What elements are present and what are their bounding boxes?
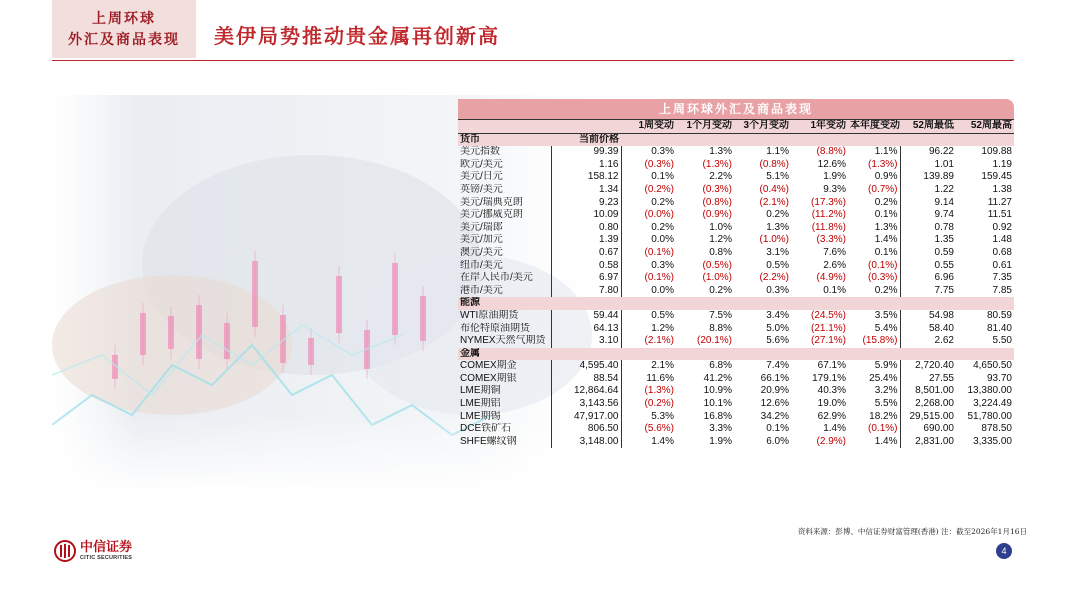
price-cell: 0.80 [551, 222, 621, 235]
instrument-name: LME期铝 [460, 398, 501, 410]
value-cell: 7.75 [900, 285, 956, 298]
price-cell: 1.34 [551, 184, 621, 197]
price-cell: 99.39 [551, 146, 621, 159]
table-row [458, 146, 1014, 159]
instrument-name: WTI原油期货 [460, 309, 519, 321]
value-cell: 7.5% [709, 309, 732, 321]
value-cell: 1.9% [823, 171, 846, 183]
value-cell: 1.2% [709, 234, 732, 246]
value-cell: 93.70 [986, 372, 1012, 384]
table-row [458, 209, 1014, 222]
value-cell: 5.3% [621, 411, 676, 424]
value-cell: 5.0% [766, 322, 789, 334]
value-cell: 1.3% [766, 221, 789, 233]
price-cell: 10.09 [551, 209, 621, 222]
value-cell: 1.35 [900, 234, 956, 247]
instrument-name: 美元/瑞郎 [460, 221, 503, 233]
value-cell: 6.0% [766, 435, 789, 447]
instrument-name: LME期铜 [460, 385, 501, 397]
value-cell: 54.98 [900, 310, 956, 323]
column-header: 1周变动 [621, 120, 676, 134]
value-cell: 3.1% [766, 246, 789, 258]
value-cell: 10.9% [703, 385, 732, 397]
value-cell: 109.88 [981, 146, 1012, 158]
price-cell: 47,917.00 [551, 411, 621, 424]
section-cell [676, 348, 734, 361]
value-cell: 0.5% [766, 259, 789, 271]
value-cell: 0.1% [621, 171, 676, 184]
value-cell: 1.2% [621, 323, 676, 336]
section-name: 能源 [458, 297, 551, 310]
column-header: 52周最低 [900, 120, 956, 134]
value-cell: 1.3% [874, 221, 898, 233]
price-cell: 12,864.64 [551, 385, 621, 398]
value-cell: 19.0% [817, 398, 846, 410]
value-cell: 0.1% [766, 423, 789, 435]
value-cell: 878.50 [981, 423, 1012, 435]
instrument-name: SHFE螺纹钢 [460, 435, 517, 447]
value-cell: 0.2% [766, 209, 789, 221]
instrument-name: LME期锡 [460, 410, 501, 422]
instrument-name: 美元/挪威克朗 [460, 209, 523, 221]
value-cell: (0.1%) [868, 259, 898, 271]
value-cell: 1.1% [766, 146, 789, 158]
value-cell: (1.0%) [759, 234, 789, 246]
value-cell: 1.0% [709, 221, 732, 233]
value-cell: (0.4%) [759, 183, 789, 195]
instrument-name: COMEX期金 [460, 360, 517, 372]
section-cell [551, 348, 621, 361]
value-cell: 2.6% [823, 259, 846, 271]
value-cell: (1.3%) [702, 158, 732, 170]
value-cell: 0.59 [900, 247, 956, 260]
value-cell: 1.01 [900, 159, 956, 172]
section-cell [956, 297, 1014, 310]
value-cell: (1.0%) [702, 272, 732, 284]
price-cell: 7.80 [551, 285, 621, 298]
citic-logo-icon [54, 540, 76, 562]
instrument-name: 在岸人民币/美元 [460, 272, 533, 284]
value-cell: 0.5% [621, 310, 676, 323]
value-cell: 9.3% [823, 183, 846, 195]
value-cell: 1.3% [709, 146, 732, 158]
page-number: 4 [996, 543, 1012, 559]
value-cell: (24.5%) [810, 309, 846, 321]
section-label-line2: 外汇及商品表现 [68, 32, 180, 48]
table-row [458, 436, 1014, 449]
value-cell: 58.40 [900, 323, 956, 336]
value-cell: (2.2%) [759, 272, 789, 284]
value-cell: 0.2% [709, 284, 732, 296]
table-row [458, 234, 1014, 247]
instrument-name: 英镑/美元 [460, 183, 503, 195]
value-cell: 0.2% [621, 197, 676, 210]
table-row [458, 171, 1014, 184]
value-cell: 3,224.49 [973, 398, 1012, 410]
instrument-name: 纽币/美元 [460, 259, 503, 271]
price-cell: 59.44 [551, 310, 621, 323]
value-cell: (0.0%) [621, 209, 676, 222]
price-cell: 9.23 [551, 197, 621, 210]
section-name: 货币 [458, 133, 551, 146]
value-cell: 1.4% [621, 436, 676, 449]
section-cell [848, 348, 900, 361]
value-cell: 27.55 [900, 373, 956, 386]
value-cell: 0.1% [874, 209, 898, 221]
instrument-name: 布伦特原油期货 [460, 322, 530, 334]
value-cell: 0.1% [874, 246, 898, 258]
value-cell: 9.14 [900, 197, 956, 210]
value-cell: (0.2%) [621, 398, 676, 411]
value-cell: 2.62 [900, 335, 956, 348]
source-note: 资料来源：彭博、中信证券财富管理(香港) 注：截至2026年1月16日 [797, 527, 1027, 536]
price-cell: 806.50 [551, 423, 621, 436]
value-cell: 5.4% [874, 322, 898, 334]
value-cell: 16.8% [703, 410, 732, 422]
column-header: 1年变动 [791, 120, 848, 134]
value-cell: 20.9% [760, 385, 789, 397]
price-cell: 158.12 [551, 171, 621, 184]
value-cell: (0.5%) [702, 259, 732, 271]
column-header: 3个月变动 [734, 120, 791, 134]
value-cell: (11.8%) [811, 221, 846, 233]
value-cell: 2.2% [709, 171, 732, 183]
table-row [458, 272, 1014, 285]
value-cell: 12.6% [760, 398, 789, 410]
section-cell [900, 133, 956, 146]
table-row [458, 222, 1014, 235]
value-cell: 2,268.00 [900, 398, 956, 411]
value-cell: 0.0% [621, 234, 676, 247]
price-cell: 0.67 [551, 247, 621, 260]
value-cell: 0.61 [992, 259, 1012, 271]
value-cell: (0.3%) [621, 159, 676, 172]
column-header: 1个月变动 [676, 120, 734, 134]
section-cell [791, 297, 848, 310]
value-cell: (1.3%) [621, 385, 676, 398]
column-header: 52周最高 [956, 120, 1014, 134]
value-cell: 5.50 [992, 335, 1012, 347]
value-cell: 8.8% [709, 322, 732, 334]
value-cell: 0.1% [823, 284, 846, 296]
price-cell: 88.54 [551, 373, 621, 386]
page-title: 美伊局势推动贵金属再创新高 [214, 24, 500, 48]
value-cell: (2.1%) [759, 196, 789, 208]
value-cell: 67.1% [817, 360, 846, 372]
instrument-name: NYMEX天然气期货 [460, 335, 546, 347]
value-cell: 12.6% [817, 158, 846, 170]
instrument-name: 美元指数 [460, 146, 500, 158]
value-cell: 0.9% [874, 171, 898, 183]
value-cell: 7.85 [992, 284, 1012, 296]
table-row [458, 373, 1014, 386]
value-cell: 7.35 [992, 272, 1012, 284]
value-cell: 34.2% [760, 410, 789, 422]
value-cell: 0.2% [621, 222, 676, 235]
table-row [458, 411, 1014, 424]
value-cell: 0.55 [900, 260, 956, 273]
value-cell: (17.3%) [810, 196, 846, 208]
value-cell: 5.9% [874, 360, 898, 372]
table-row [458, 247, 1014, 260]
value-cell: 2,831.00 [900, 436, 956, 449]
value-cell: (0.8%) [759, 158, 789, 170]
section-cell [956, 133, 1014, 146]
value-cell: 3.3% [709, 423, 732, 435]
value-cell: 51,780.00 [967, 410, 1012, 422]
value-cell: 7.4% [766, 360, 789, 372]
value-cell: 2,720.40 [900, 360, 956, 373]
table-row [458, 398, 1014, 411]
section-cell [848, 297, 900, 310]
value-cell: 179.1% [812, 372, 846, 384]
value-cell: 1.38 [992, 183, 1012, 195]
value-cell: 3.2% [874, 385, 898, 397]
value-cell: (3.3%) [816, 234, 846, 246]
section-cell [676, 133, 734, 146]
section-label [52, 0, 196, 58]
table-row [458, 423, 1014, 436]
table-row [458, 323, 1014, 336]
value-cell: (11.2%) [811, 209, 846, 221]
value-cell: (0.1%) [621, 247, 676, 260]
value-cell: (0.3%) [868, 272, 898, 284]
value-cell: 4,650.50 [973, 360, 1012, 372]
value-cell: 0.3% [621, 260, 676, 273]
section-cell [621, 348, 676, 361]
section-cell [900, 348, 956, 361]
table-header-row [458, 120, 1014, 134]
section-cell [551, 297, 621, 310]
value-cell: 6.96 [900, 272, 956, 285]
section-cell [621, 133, 676, 146]
instrument-name: DCE铁矿石 [460, 423, 512, 435]
table-row [458, 360, 1014, 373]
section-cell [791, 348, 848, 361]
value-cell: (2.9%) [816, 435, 846, 447]
value-cell: 1.4% [874, 234, 898, 246]
table-row [458, 310, 1014, 323]
value-cell: 11.51 [987, 209, 1012, 221]
instrument-name: 美元/日元 [460, 171, 503, 183]
value-cell: (5.6%) [621, 423, 676, 436]
price-cell: 1.39 [551, 234, 621, 247]
value-cell: 40.3% [817, 385, 846, 397]
instrument-name: 美元/加元 [460, 234, 503, 246]
value-cell: (20.1%) [696, 335, 732, 347]
value-cell: (15.8%) [862, 335, 898, 347]
value-cell: 0.3% [766, 284, 789, 296]
value-cell: 0.92 [992, 221, 1012, 233]
price-cell: 3,148.00 [551, 436, 621, 449]
value-cell: 0.68 [992, 246, 1012, 258]
section-cell [621, 297, 676, 310]
value-cell: 8,501.00 [900, 385, 956, 398]
table-row [458, 197, 1014, 210]
value-cell: 1.1% [874, 146, 898, 158]
value-cell: 13,380.00 [967, 385, 1012, 397]
price-column-label: 当前价格 [551, 133, 621, 146]
data-table [458, 119, 1014, 448]
value-cell: 0.2% [874, 284, 898, 296]
value-cell: (4.9%) [816, 272, 846, 284]
market-table [458, 99, 1014, 448]
section-cell [734, 348, 791, 361]
instrument-name: 港币/美元 [460, 284, 503, 296]
value-cell: 3.5% [874, 309, 898, 321]
value-cell: 18.2% [869, 410, 898, 422]
value-cell: (0.2%) [621, 184, 676, 197]
value-cell: 139.89 [900, 171, 956, 184]
value-cell: 9.74 [900, 209, 956, 222]
price-cell: 0.58 [551, 260, 621, 273]
value-cell: (2.1%) [621, 335, 676, 348]
section-cell [900, 297, 956, 310]
value-cell: 1.4% [823, 423, 846, 435]
value-cell: 0.2% [874, 196, 898, 208]
value-cell: 5.6% [766, 335, 789, 347]
value-cell: 25.4% [869, 372, 898, 384]
price-cell: 4,595.40 [551, 360, 621, 373]
value-cell: (0.7%) [868, 183, 898, 195]
section-name: 金属 [458, 348, 551, 361]
value-cell: 1.22 [900, 184, 956, 197]
table-row [458, 285, 1014, 298]
value-cell: 11.6% [621, 373, 676, 386]
section-cell [734, 297, 791, 310]
value-cell: 3.4% [766, 309, 789, 321]
instrument-name: COMEX期银 [460, 372, 517, 384]
value-cell: (0.1%) [868, 423, 898, 435]
value-cell: (0.3%) [702, 183, 732, 195]
section-cell [734, 133, 791, 146]
title-divider [52, 60, 1014, 61]
value-cell: (0.1%) [621, 272, 676, 285]
price-cell: 3.10 [551, 335, 621, 348]
section-cell [676, 297, 734, 310]
value-cell: 690.00 [900, 423, 956, 436]
value-cell: 5.1% [766, 171, 789, 183]
value-cell: 0.3% [621, 146, 676, 159]
value-cell: 0.8% [709, 246, 732, 258]
value-cell: (0.8%) [702, 196, 732, 208]
instrument-name: 欧元/美元 [460, 158, 503, 170]
instrument-name: 澳元/美元 [460, 246, 503, 258]
column-header [551, 120, 621, 134]
value-cell: (8.8%) [816, 146, 846, 158]
value-cell: 10.1% [703, 398, 732, 410]
table-title: 上周环球外汇及商品表现 [458, 99, 1014, 119]
value-cell: (21.1%) [810, 322, 846, 334]
value-cell: 7.6% [823, 246, 846, 258]
value-cell: 66.1% [760, 372, 789, 384]
value-cell: 1.4% [874, 435, 898, 447]
value-cell: 41.2% [703, 372, 732, 384]
table-row [458, 184, 1014, 197]
logo-name-cn: 中信证券 [80, 540, 133, 555]
value-cell: 159.45 [981, 171, 1012, 183]
value-cell: 5.5% [874, 398, 898, 410]
logo-name-en: CITIC SECURITIES [80, 555, 133, 561]
price-cell: 6.97 [551, 272, 621, 285]
value-cell: 80.59 [986, 309, 1012, 321]
value-cell: 1.19 [992, 158, 1012, 170]
price-cell: 3,143.56 [551, 398, 621, 411]
column-header [458, 120, 551, 134]
section-row [458, 348, 1014, 361]
value-cell: (27.1%) [810, 335, 846, 347]
table-row [458, 159, 1014, 172]
column-header: 本年度变动 [848, 120, 900, 134]
table-row [458, 385, 1014, 398]
value-cell: 0.0% [621, 285, 676, 298]
table-row [458, 260, 1014, 273]
value-cell: 11.27 [987, 196, 1012, 208]
value-cell: 3,335.00 [973, 435, 1012, 447]
value-cell: 0.78 [900, 222, 956, 235]
value-cell: 1.48 [992, 234, 1012, 246]
value-cell: (0.9%) [702, 209, 732, 221]
value-cell: 29,515.00 [900, 411, 956, 424]
section-cell [791, 133, 848, 146]
value-cell: 6.8% [709, 360, 732, 372]
company-logo [54, 540, 132, 562]
instrument-name: 美元/瑞典克朗 [460, 196, 523, 208]
section-cell [848, 133, 900, 146]
value-cell: 1.9% [709, 435, 732, 447]
section-row [458, 297, 1014, 310]
price-cell: 64.13 [551, 323, 621, 336]
section-label-line1: 上周环球 [92, 11, 156, 27]
value-cell: 81.40 [986, 322, 1012, 334]
value-cell: (1.3%) [868, 158, 898, 170]
section-cell [956, 348, 1014, 361]
price-cell: 1.16 [551, 159, 621, 172]
section-row [458, 133, 1014, 146]
table-row [458, 335, 1014, 348]
value-cell: 62.9% [817, 410, 846, 422]
value-cell: 96.22 [900, 146, 956, 159]
value-cell: 2.1% [621, 360, 676, 373]
